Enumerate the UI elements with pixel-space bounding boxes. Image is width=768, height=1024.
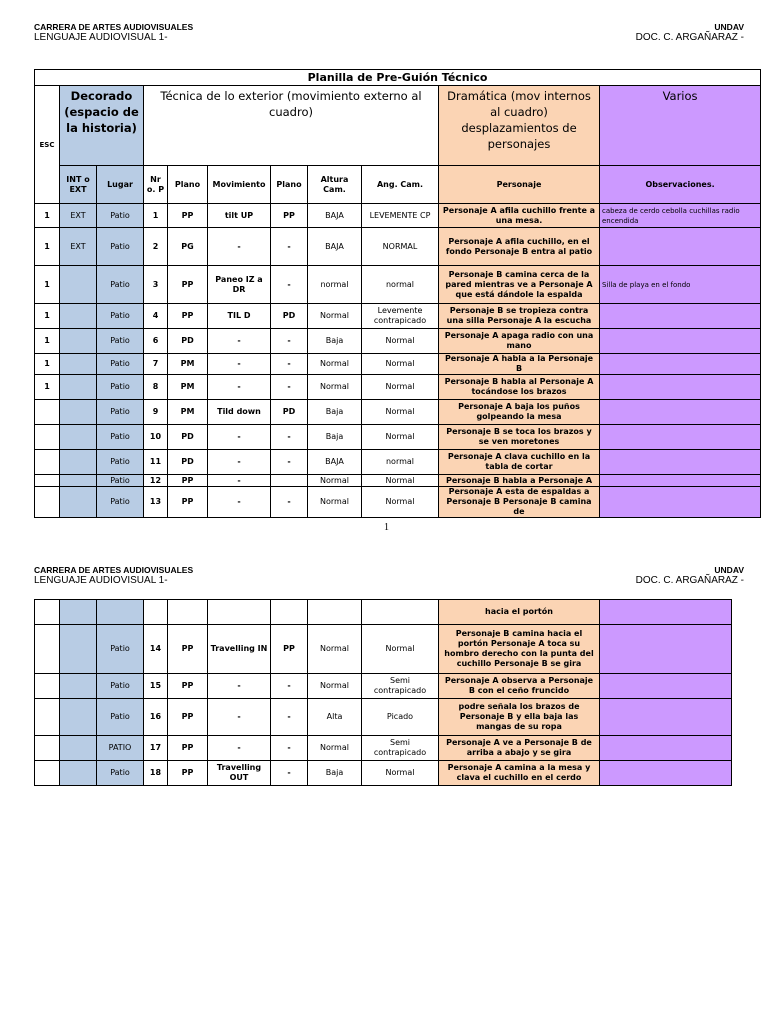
movimiento-cell: - — [208, 329, 271, 354]
altura-cell: BAJA — [308, 450, 362, 475]
int-ext-cell: EXT — [60, 204, 97, 228]
esc-cell — [35, 400, 60, 425]
angulo-cell: normal — [362, 450, 439, 475]
altura-cell: Normal — [308, 354, 362, 375]
header-varios: Varios — [600, 86, 761, 166]
movimiento-cell: - — [208, 425, 271, 450]
movimiento-cell: - — [208, 699, 271, 736]
altura-cell: Normal — [308, 674, 362, 699]
altura-cell: Baja — [308, 761, 362, 786]
nro-cell: 6 — [144, 329, 168, 354]
angulo-cell: Semi contrapicado — [362, 674, 439, 699]
course-title: LENGUAJE AUDIOVISUAL 1- — [34, 575, 168, 586]
observaciones-cell — [600, 400, 761, 425]
page-number: 1 — [384, 522, 389, 533]
nro-cell: 3 — [144, 266, 168, 304]
esc-cell: 1 — [35, 266, 60, 304]
angulo-cell: Picado — [362, 699, 439, 736]
table-row — [35, 375, 761, 400]
nro-cell: 4 — [144, 304, 168, 329]
angulo-cell: Normal — [362, 761, 439, 786]
esc-cell: 1 — [35, 204, 60, 228]
angulo-cell: normal — [362, 266, 439, 304]
observaciones-cell — [600, 354, 761, 375]
observaciones-cell — [600, 375, 761, 400]
esc-cell — [35, 487, 60, 518]
plano-cell: PP — [168, 266, 208, 304]
esc-cell — [35, 761, 60, 786]
personaje-cell: Personaje A esta de espaldas a Personaje B Personaje B camina de — [439, 487, 600, 518]
observaciones-cell — [600, 736, 732, 761]
lugar-cell: Patio — [97, 228, 144, 266]
plano2-cell: PD — [271, 400, 308, 425]
movimiento-cell: TIL D — [208, 304, 271, 329]
plano2-cell: - — [271, 487, 308, 518]
university-name: UNDAV — [714, 22, 744, 32]
int-ext-cell — [60, 475, 97, 487]
lugar-cell: PATIO — [97, 736, 144, 761]
career-title: CARRERA DE ARTES AUDIOVISUALES — [34, 565, 194, 575]
altura-cell: normal — [308, 266, 362, 304]
lugar-cell: Patio — [97, 329, 144, 354]
angulo-cell: Normal — [362, 425, 439, 450]
personaje-cell: Personaje B habla al Personaje A tocándose los brazos — [439, 375, 600, 400]
plano2-cell: - — [271, 425, 308, 450]
altura-cell: Normal — [308, 475, 362, 487]
lugar-cell: Patio — [97, 674, 144, 699]
int-ext-cell — [60, 699, 97, 736]
observaciones-cell — [600, 699, 732, 736]
esc-cell — [35, 736, 60, 761]
int-ext-cell — [60, 304, 97, 329]
movimiento-cell: tilt UP — [208, 204, 271, 228]
nro-cell: 18 — [144, 761, 168, 786]
plano2-cell — [271, 475, 308, 487]
observaciones-cell — [600, 450, 761, 475]
observaciones-cell — [600, 625, 732, 674]
nro-cell: 14 — [144, 625, 168, 674]
observaciones-cell — [600, 425, 761, 450]
table-row — [35, 329, 761, 354]
movimiento-cell: - — [208, 736, 271, 761]
esc-cell — [35, 699, 60, 736]
table-row — [35, 699, 732, 736]
movimiento-cell: Travelling IN — [208, 625, 271, 674]
personaje-cell: Personaje A afila cuchillo frente a una mesa. — [439, 204, 600, 228]
teacher-name: DOC. C. ARGAÑARAZ - — [635, 32, 744, 43]
observaciones-cell — [600, 600, 732, 625]
table-row — [35, 204, 761, 228]
personaje-cell: podre señala los brazos de Personaje B y ella baja las mangas de su ropa — [439, 699, 600, 736]
lugar-cell: Patio — [97, 375, 144, 400]
personaje-cell: Personaje A clava cuchillo en la tabla de cortar — [439, 450, 600, 475]
plano-cell: PD — [168, 425, 208, 450]
plano-cell: PG — [168, 228, 208, 266]
header-dramatica: Dramática (mov internos al cuadro) desplazamientos de personajes — [439, 86, 600, 166]
plano-cell — [168, 600, 208, 625]
altura-cell: Normal — [308, 304, 362, 329]
plano-cell: PM — [168, 375, 208, 400]
movimiento-cell: - — [208, 450, 271, 475]
plano2-cell: PP — [271, 625, 308, 674]
col-observaciones: Observaciones. — [600, 166, 761, 204]
int-ext-cell — [60, 354, 97, 375]
int-ext-cell — [60, 600, 97, 625]
esc-cell: 1 — [35, 228, 60, 266]
plano-cell: PP — [168, 487, 208, 518]
table-row — [35, 761, 732, 786]
personaje-cell: Personaje B camina hacia el portón Personaje A toca su hombro derecho con la punta del cuchillo Personaje B se gira — [439, 625, 600, 674]
plano2-cell: - — [271, 354, 308, 375]
altura-cell: BAJA — [308, 204, 362, 228]
movimiento-cell: - — [208, 475, 271, 487]
teacher-name: DOC. C. ARGAÑARAZ - — [635, 575, 744, 586]
nro-cell — [144, 600, 168, 625]
angulo-cell: Normal — [362, 625, 439, 674]
observaciones-cell — [600, 487, 761, 518]
personaje-cell: Personaje A observa a Personaje B con el ceño fruncido — [439, 674, 600, 699]
lugar-cell: Patio — [97, 699, 144, 736]
lugar-cell: Patio — [97, 475, 144, 487]
movimiento-cell: - — [208, 354, 271, 375]
lugar-cell: Patio — [97, 204, 144, 228]
angulo-cell: Normal — [362, 487, 439, 518]
int-ext-cell — [60, 625, 97, 674]
altura-cell — [308, 600, 362, 625]
plano-cell: PD — [168, 450, 208, 475]
table-title: Planilla de Pre-Guión Técnico — [35, 70, 761, 86]
lugar-cell: Patio — [97, 266, 144, 304]
esc-cell — [35, 450, 60, 475]
observaciones-cell — [600, 304, 761, 329]
altura-cell: Normal — [308, 736, 362, 761]
esc-cell: 1 — [35, 354, 60, 375]
plano2-cell: - — [271, 228, 308, 266]
lugar-cell: Patio — [97, 425, 144, 450]
plano2-cell: - — [271, 375, 308, 400]
table-row — [35, 475, 761, 487]
table-row — [35, 600, 732, 625]
esc-cell — [35, 600, 60, 625]
lugar-cell: Patio — [97, 487, 144, 518]
plano-cell: PP — [168, 736, 208, 761]
script-table — [34, 69, 761, 518]
observaciones-cell — [600, 475, 761, 487]
movimiento-cell: - — [208, 228, 271, 266]
lugar-cell: Patio — [97, 625, 144, 674]
nro-cell: 15 — [144, 674, 168, 699]
plano-cell: PP — [168, 699, 208, 736]
movimiento-cell — [208, 600, 271, 625]
personaje-cell: Personaje A ve a Personaje B de arriba a abajo y se gira — [439, 736, 600, 761]
int-ext-cell — [60, 375, 97, 400]
plano-cell: PP — [168, 761, 208, 786]
lugar-cell: Patio — [97, 761, 144, 786]
nro-cell: 11 — [144, 450, 168, 475]
plano-cell: PP — [168, 625, 208, 674]
header-esc: ESC — [35, 86, 60, 204]
altura-cell: Baja — [308, 329, 362, 354]
lugar-cell: Patio — [97, 354, 144, 375]
observaciones-cell: cabeza de cerdo cebolla cuchillas radio encendida — [600, 204, 761, 228]
esc-cell — [35, 674, 60, 699]
angulo-cell: Levemente contrapicado — [362, 304, 439, 329]
lugar-cell: Patio — [97, 304, 144, 329]
personaje-cell: Personaje A apaga radio con una mano — [439, 329, 600, 354]
plano2-cell: - — [271, 450, 308, 475]
nro-cell: 1 — [144, 204, 168, 228]
int-ext-cell — [60, 329, 97, 354]
angulo-cell — [362, 600, 439, 625]
observaciones-cell — [600, 329, 761, 354]
plano-cell: PP — [168, 304, 208, 329]
plano2-cell: PP — [271, 204, 308, 228]
movimiento-cell: - — [208, 375, 271, 400]
table-row — [35, 425, 761, 450]
plano-cell: PM — [168, 354, 208, 375]
course-title: LENGUAJE AUDIOVISUAL 1- — [34, 32, 168, 43]
col-lugar: Lugar — [97, 166, 144, 204]
angulo-cell: NORMAL — [362, 228, 439, 266]
altura-cell: Normal — [308, 625, 362, 674]
int-ext-cell — [60, 487, 97, 518]
altura-cell: Normal — [308, 375, 362, 400]
plano2-cell: - — [271, 329, 308, 354]
plano2-cell: - — [271, 266, 308, 304]
nro-cell: 7 — [144, 354, 168, 375]
plano2-cell: - — [271, 736, 308, 761]
plano2-cell: - — [271, 761, 308, 786]
int-ext-cell — [60, 736, 97, 761]
nro-cell: 9 — [144, 400, 168, 425]
altura-cell: BAJA — [308, 228, 362, 266]
personaje-cell: Personaje B habla a Personaje A — [439, 475, 600, 487]
personaje-cell: Personaje B se toca los brazos y se ven moretones — [439, 425, 600, 450]
esc-cell: 1 — [35, 375, 60, 400]
col-int-ext: INT o EXT — [60, 166, 97, 204]
observaciones-cell — [600, 674, 732, 699]
personaje-cell: Personaje A baja los puños golpeando la mesa — [439, 400, 600, 425]
header-decorado: Decorado (espacio de la historia) — [60, 86, 144, 166]
col-movimiento: Movimiento — [208, 166, 271, 204]
observaciones-cell: Silla de playa en el fondo — [600, 266, 761, 304]
col-personaje: Personaje — [439, 166, 600, 204]
table-row — [35, 450, 761, 475]
plano2-cell: - — [271, 674, 308, 699]
esc-cell: 1 — [35, 329, 60, 354]
plano-cell: PP — [168, 674, 208, 699]
movimiento-cell: Paneo IZ a DR — [208, 266, 271, 304]
col-plano-2: Plano — [271, 166, 308, 204]
personaje-cell: Personaje A afila cuchillo, en el fondo Personaje B entra al patio — [439, 228, 600, 266]
table-row — [35, 304, 761, 329]
altura-cell: Baja — [308, 425, 362, 450]
nro-cell: 8 — [144, 375, 168, 400]
int-ext-cell — [60, 425, 97, 450]
altura-cell: Baja — [308, 400, 362, 425]
col-plano: Plano — [168, 166, 208, 204]
university-name: UNDAV — [714, 565, 744, 575]
altura-cell: Normal — [308, 487, 362, 518]
lugar-cell — [97, 600, 144, 625]
angulo-cell: Normal — [362, 400, 439, 425]
nro-cell: 17 — [144, 736, 168, 761]
nro-cell: 13 — [144, 487, 168, 518]
esc-cell — [35, 475, 60, 487]
col-nro: Nr o. P — [144, 166, 168, 204]
esc-cell: 1 — [35, 304, 60, 329]
angulo-cell: Normal — [362, 354, 439, 375]
nro-cell: 16 — [144, 699, 168, 736]
personaje-cell: Personaje B camina cerca de la pared mientras ve a Personaje A que está dándole la espalda — [439, 266, 600, 304]
angulo-cell: Normal — [362, 375, 439, 400]
personaje-cell: Personaje A camina a la mesa y clava el cuchillo en el cerdo — [439, 761, 600, 786]
movimiento-cell: - — [208, 487, 271, 518]
col-angulo: Ang. Cam. — [362, 166, 439, 204]
table-row — [35, 400, 761, 425]
angulo-cell: Semi contrapicado — [362, 736, 439, 761]
observaciones-cell — [600, 228, 761, 266]
career-title: CARRERA DE ARTES AUDIOVISUALES — [34, 22, 194, 32]
nro-cell: 2 — [144, 228, 168, 266]
angulo-cell: LEVEMENTE CP — [362, 204, 439, 228]
plano-cell: PD — [168, 329, 208, 354]
angulo-cell: Normal — [362, 475, 439, 487]
script-table-continued — [34, 599, 732, 786]
table-row — [35, 354, 761, 375]
plano2-cell: PD — [271, 304, 308, 329]
plano-cell: PM — [168, 400, 208, 425]
table-row — [35, 625, 732, 674]
lugar-cell: Patio — [97, 400, 144, 425]
int-ext-cell — [60, 450, 97, 475]
col-altura: Altura Cam. — [308, 166, 362, 204]
movimiento-cell: Travelling OUT — [208, 761, 271, 786]
table-row — [35, 266, 761, 304]
observaciones-cell — [600, 761, 732, 786]
plano2-cell: - — [271, 699, 308, 736]
plano2-cell — [271, 600, 308, 625]
table-row — [35, 736, 732, 761]
header-tecnica: Técnica de lo exterior (movimiento externo al cuadro) — [144, 86, 439, 166]
int-ext-cell — [60, 761, 97, 786]
table-row — [35, 487, 761, 518]
altura-cell: Alta — [308, 699, 362, 736]
nro-cell: 10 — [144, 425, 168, 450]
movimiento-cell: Tild down — [208, 400, 271, 425]
int-ext-cell — [60, 400, 97, 425]
int-ext-cell — [60, 266, 97, 304]
nro-cell: 12 — [144, 475, 168, 487]
personaje-cell: Personaje B se tropieza contra una silla Personaje A la escucha — [439, 304, 600, 329]
table-row — [35, 674, 732, 699]
int-ext-cell — [60, 674, 97, 699]
esc-cell — [35, 625, 60, 674]
int-ext-cell: EXT — [60, 228, 97, 266]
personaje-cell: Personaje A habla a la Personaje B — [439, 354, 600, 375]
movimiento-cell: - — [208, 674, 271, 699]
angulo-cell: Normal — [362, 329, 439, 354]
esc-cell — [35, 425, 60, 450]
plano-cell: PP — [168, 204, 208, 228]
personaje-cell: hacia el portón — [439, 600, 600, 625]
lugar-cell: Patio — [97, 450, 144, 475]
table-row — [35, 228, 761, 266]
plano-cell: PP — [168, 475, 208, 487]
